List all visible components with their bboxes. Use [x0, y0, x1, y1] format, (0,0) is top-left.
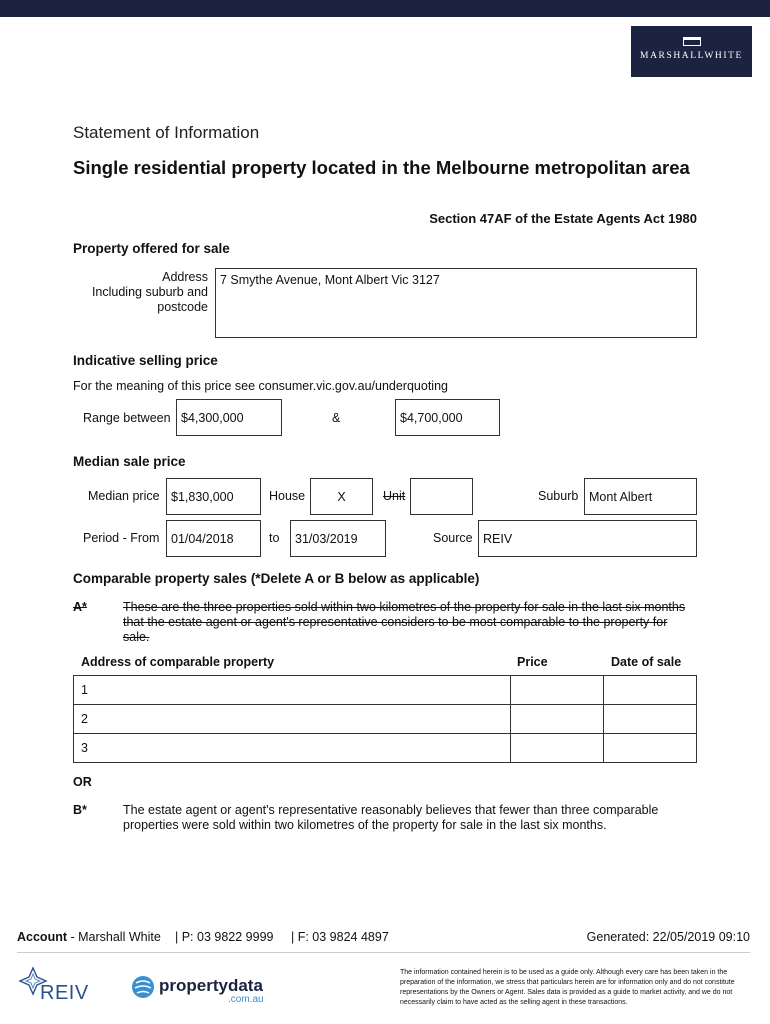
range-label: Range between	[83, 411, 171, 425]
section-reference: Section 47AF of the Estate Agents Act 1980	[429, 211, 697, 226]
table-row	[74, 734, 697, 763]
house-label: House	[269, 489, 306, 503]
reiv-logo	[18, 966, 88, 1006]
page-title: Single residential property located in the Melbourne metropolitan area	[73, 157, 690, 178]
propertydata-wordmark: propertydata	[159, 976, 263, 995]
row-number: 3	[81, 741, 88, 755]
suburb-label: Suburb	[538, 489, 579, 503]
option-b-text: The estate agent or agent's representative reasonably believes that fewer than three comparable properties were sold within two kilometres of the property for sale in the last six months.	[123, 803, 659, 832]
col-date-header: Date of sale	[611, 655, 682, 669]
table-row	[74, 676, 697, 705]
row-number: 2	[81, 712, 88, 726]
option-b-label: B*	[73, 803, 87, 817]
period-from-label: Period - From	[83, 531, 160, 545]
option-a-label: A*	[73, 600, 87, 614]
house-checkbox[interactable]: X	[310, 478, 373, 515]
row-number: 1	[81, 683, 88, 697]
address-label-line2: Including suburb and	[91, 285, 208, 299]
comparable-heading: Comparable property sales (*Delete A or B below as applicable)	[73, 571, 480, 586]
comparable-address-cell[interactable]	[74, 676, 511, 705]
unit-label: Unit	[383, 489, 406, 503]
unit-checkbox[interactable]	[410, 478, 473, 515]
median-price-label: Median price	[88, 489, 160, 503]
comparable-price-cell[interactable]	[511, 734, 604, 763]
address-label-line3: postcode	[157, 300, 208, 314]
footer-account	[17, 930, 161, 944]
address-label: Address	[162, 270, 208, 284]
source-label: Source	[433, 531, 473, 545]
top-bar	[0, 0, 770, 17]
price-high-field[interactable]: $4,700,000	[395, 399, 500, 436]
house-icon	[631, 37, 752, 47]
price-low-field[interactable]: $4,300,000	[176, 399, 282, 436]
logo-wordmark: MARSHALLWHITE	[640, 51, 743, 61]
reiv-wordmark: REIV	[40, 982, 89, 1004]
comparable-price-cell[interactable]	[511, 676, 604, 705]
propertydata-globe-icon	[130, 974, 156, 1000]
propertydata-logo	[130, 972, 280, 1006]
comparable-address-cell[interactable]	[74, 705, 511, 734]
option-a-text: These are the three properties sold within two kilometres of the property for sale in the last six months that the estate agent or agent's representative considers to be most comparable to the property for sale.	[123, 600, 686, 644]
address-field[interactable]: 7 Smythe Avenue, Mont Albert Vic 3127	[215, 268, 697, 338]
period-to-label: to	[269, 531, 280, 545]
underquoting-note: For the meaning of this price see consumer.vic.gov.au/underquoting	[73, 379, 448, 393]
footer-divider	[17, 952, 750, 953]
account-value: - Marshall White	[67, 930, 161, 944]
footer-fax: | F: 03 9824 4897	[291, 930, 389, 944]
col-price-header: Price	[517, 655, 548, 669]
median-price-field[interactable]: $1,830,000	[166, 478, 261, 515]
range-ampersand: &	[332, 411, 341, 425]
footer-phone: | P: 03 9822 9999	[175, 930, 274, 944]
comparable-date-cell[interactable]	[604, 676, 697, 705]
comparable-address-cell[interactable]	[74, 734, 511, 763]
indicative-heading: Indicative selling price	[73, 353, 218, 368]
period-from-field[interactable]: 01/04/2018	[166, 520, 261, 557]
median-heading: Median sale price	[73, 454, 186, 469]
suburb-field[interactable]: Mont Albert	[584, 478, 697, 515]
propertydata-domain: .com.au	[228, 994, 264, 1005]
comparable-table	[73, 675, 697, 763]
comparable-date-cell[interactable]	[604, 734, 697, 763]
footer-generated: Generated: 22/05/2019 09:10	[586, 930, 750, 944]
document-type: Statement of Information	[73, 123, 260, 142]
comparable-date-cell[interactable]	[604, 705, 697, 734]
marshall-white-logo	[631, 26, 752, 77]
disclaimer: The information contained herein is to be used as a guide only. Although every care has been taken in the preparation of the information, we stress that particulars herein are for information only and do not constitute representations by the Owners or Agent. Sales data is provided as a guide to market activity, and we do not necessarily claim to have acted as the selling agent in these transactions.	[400, 969, 735, 1006]
source-field[interactable]: REIV	[478, 520, 697, 557]
or-label: OR	[73, 775, 92, 789]
comparable-price-cell[interactable]	[511, 705, 604, 734]
account-label: Account	[17, 930, 67, 944]
property-heading: Property offered for sale	[73, 241, 230, 256]
period-to-field[interactable]: 31/03/2019	[290, 520, 386, 557]
col-address-header: Address of comparable property	[81, 655, 275, 669]
table-row	[74, 705, 697, 734]
